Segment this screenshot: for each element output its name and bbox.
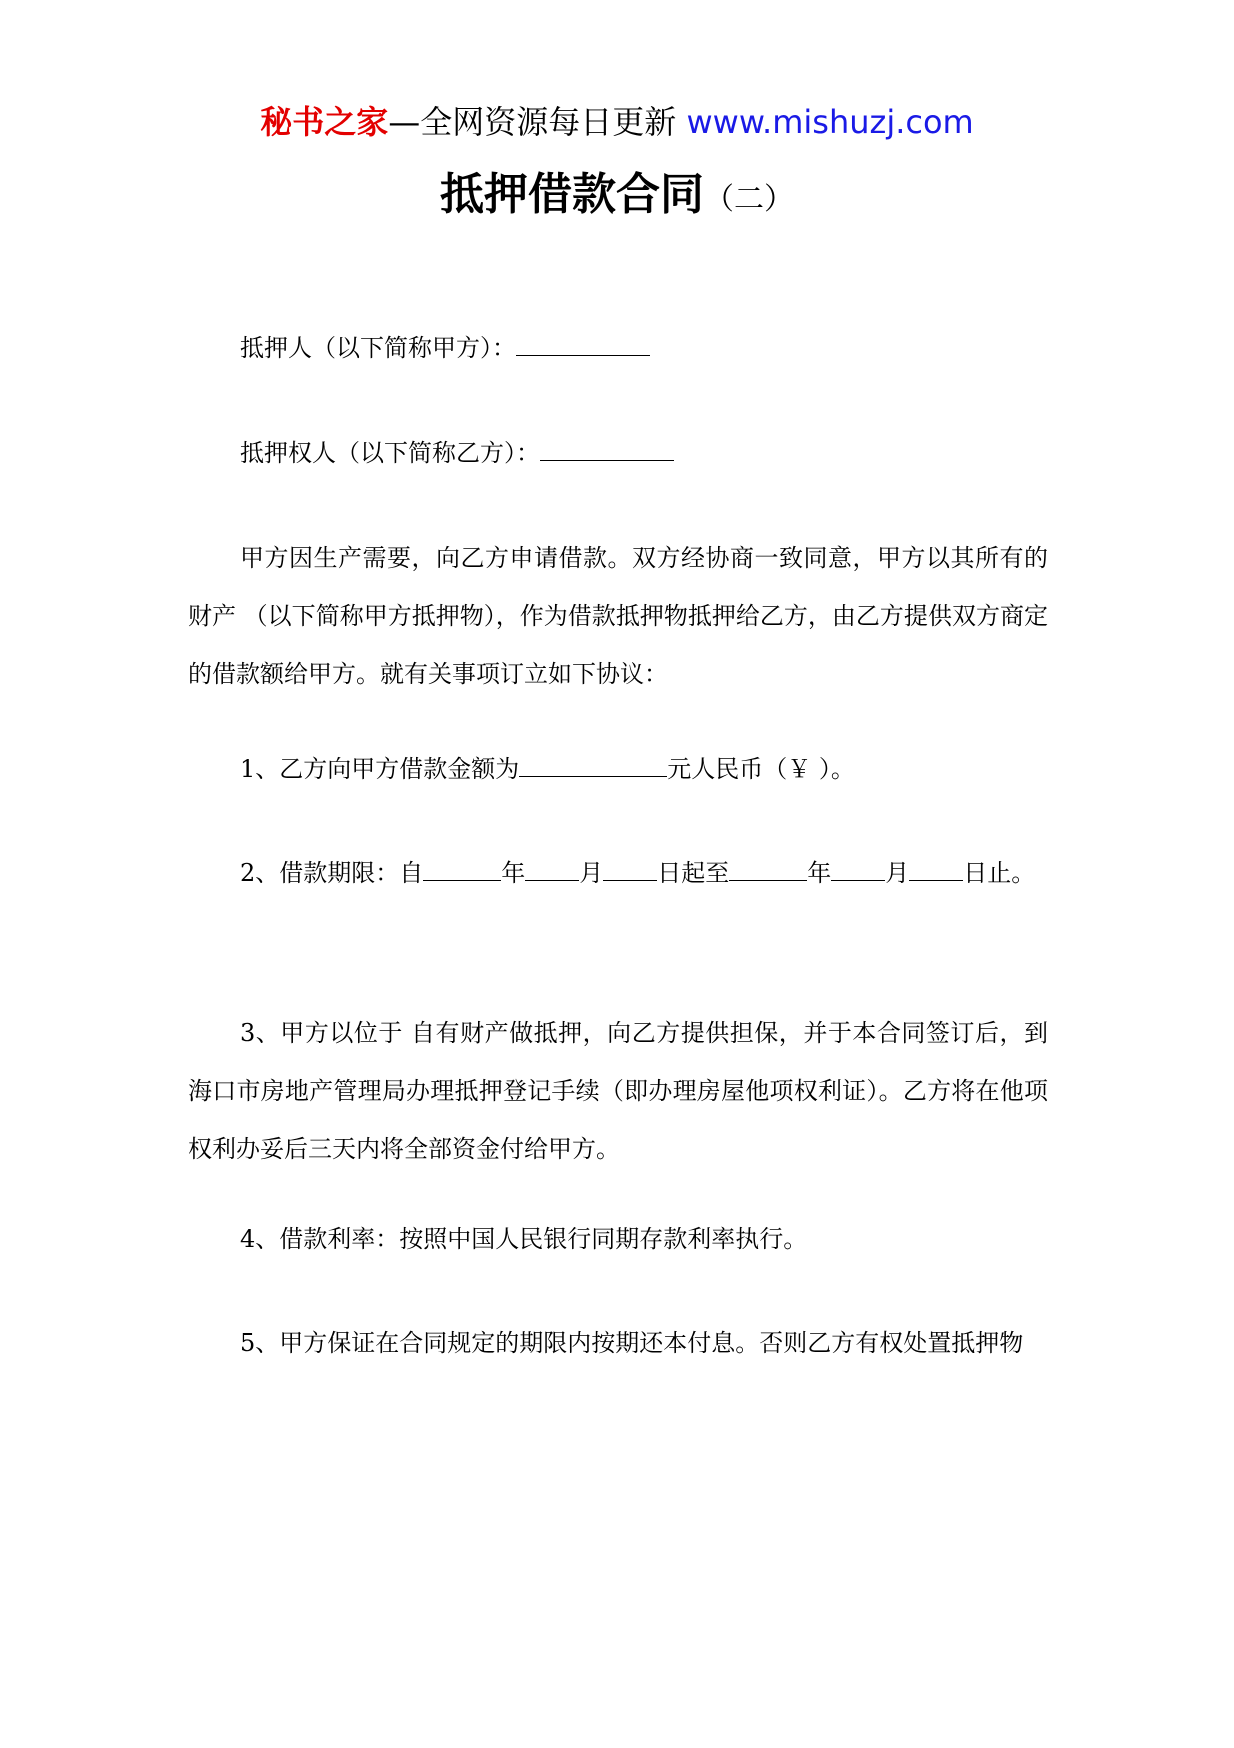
clause-2 xyxy=(188,844,1048,902)
clause-2-year-2: 年 xyxy=(807,859,832,887)
mortgagee-line xyxy=(188,424,1100,482)
clause-3: 3、甲方以位于 自有财产做抵押，向乙方提供担保，并于本合同签订后，到海口市房地产管理局办理抵押登记手续（即办理房屋他项权利证）。乙方将在他项权利办妥后三天内将全部资金付给甲方。 xyxy=(188,1019,1048,1163)
clause-2-prefix: 2、借款期限：自 xyxy=(240,859,424,887)
start-year-blank xyxy=(423,856,501,881)
end-month-blank xyxy=(831,856,885,881)
preamble-paragraph: 甲方因生产需要，向乙方申请借款。双方经协商一致同意，甲方以其所有的财产 （以下简称甲方抵押物），作为借款抵押物抵押给乙方，由乙方提供双方商定的借款额给甲方。就有关事项订立如下协议： xyxy=(188,544,1048,688)
title-sub: （二） xyxy=(704,182,794,217)
clause-2-month-1: 月 xyxy=(579,859,604,887)
loan-amount-blank xyxy=(519,752,667,777)
mortgagor-label: 抵押人（以下简称甲方）： xyxy=(240,334,516,362)
mortgagor-line xyxy=(188,319,1100,377)
mortgagee-blank xyxy=(540,436,674,461)
site-url-link[interactable]: www.mishuzj.com xyxy=(686,103,974,141)
clause-2-year-1: 年 xyxy=(501,859,526,887)
clause-2-end: 日止。 xyxy=(963,859,1036,887)
start-month-blank xyxy=(525,856,579,881)
clause-1-suffix: 元人民币（￥ ）。 xyxy=(667,755,855,783)
clause-4: 4、借款利率：按照中国人民银行同期存款利率执行。 xyxy=(240,1225,808,1253)
mortgagee-label: 抵押权人（以下简称乙方）： xyxy=(240,439,540,467)
document-title xyxy=(0,158,1234,222)
clause-5: 5、甲方保证在合同规定的期限内按期还本付息。否则乙方有权处置抵押物 xyxy=(240,1329,1024,1357)
start-day-blank xyxy=(603,856,657,881)
clause-1-prefix: 1、乙方向甲方借款金额为 xyxy=(240,755,520,783)
site-header xyxy=(0,100,1234,144)
mortgagor-blank xyxy=(516,331,650,356)
title-main: 抵押借款合同 xyxy=(440,169,704,220)
end-day-blank xyxy=(909,856,963,881)
clause-2-day-1: 日起至 xyxy=(657,859,730,887)
header-slogan: —全网资源每日更新 xyxy=(388,103,677,141)
end-year-blank xyxy=(729,856,807,881)
brand-name: 秘书之家 xyxy=(260,103,389,141)
clause-1 xyxy=(188,740,1100,798)
clause-2-month-2: 月 xyxy=(885,859,910,887)
